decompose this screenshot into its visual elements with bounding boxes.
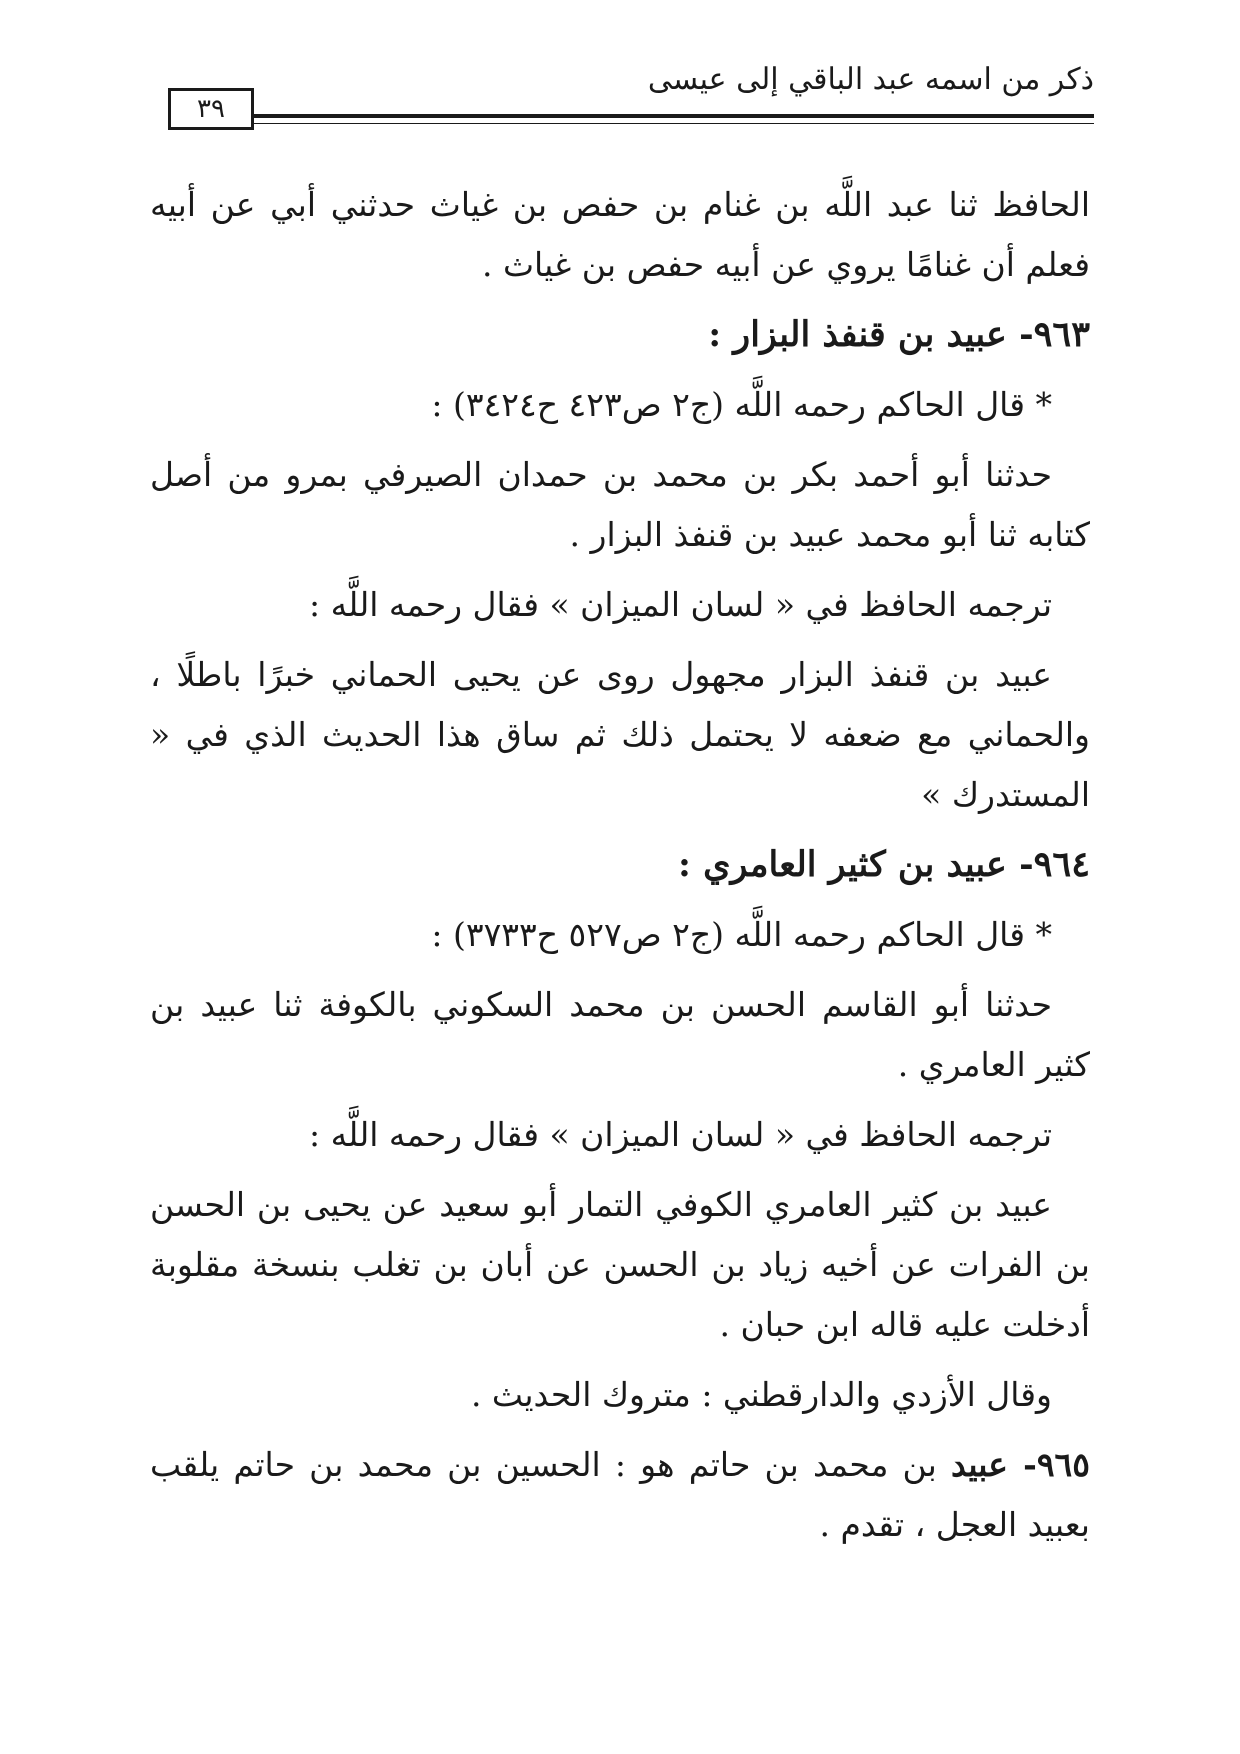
entry-964-citation: * قال الحاكم رحمه اللَّه (ج٢ ص٥٢٧ ح٣٧٣٣) : [431, 915, 1052, 954]
entry-963-tarjama-intro: ترجمه الحافظ في « لسان الميزان » فقال رحمه اللَّه : [308, 585, 1052, 624]
entry-964-tarjama-text: عبيد بن كثير العامري الكوفي التمار أبو سعيد عن يحيى بن الحسن بن الفرات عن أخيه زياد بن الحسن عن أبان بن تغلب بنسخة مقلوبة أدخلت عليه قاله ابن حبان . [150, 1185, 1090, 1344]
entry-963-heading: ٩٦٣- عبيد بن قنفذ البزار : [708, 314, 1090, 355]
page-body [150, 175, 1090, 1565]
header-rule-thin [254, 123, 1094, 124]
page-number: ٣٩ [168, 88, 254, 130]
entry-965-text: بن محمد بن حاتم هو : الحسين بن محمد بن حاتم يلقب بعبيد العجل ، تقدم . [150, 1445, 1090, 1544]
entry-964-isnad: حدثنا أبو القاسم الحسن بن محمد السكوني بالكوفة ثنا عبيد بن كثير العامري . [150, 985, 1090, 1084]
entry-963-isnad: حدثنا أبو أحمد بكر بن محمد بن حمدان الصيرفي بمرو من أصل كتابه ثنا أبو محمد عبيد بن قنفذ البزار . [150, 455, 1090, 554]
entry-965-heading: ٩٦٥- عبيد [951, 1445, 1090, 1484]
running-title: ذكر من اسمه عبد الباقي إلى عيسى [647, 62, 1094, 97]
continuation-paragraph: الحافظ ثنا عبد اللَّه بن غنام بن حفص بن غياث حدثني أبي عن أبيه فعلم أن غنامًا يروي عن أبيه حفص بن غياث . [150, 185, 1090, 284]
entry-963-tarjama-text: عبيد بن قنفذ البزار مجهول روى عن يحيى الحماني خبرًا باطلًا ، والحماني مع ضعفه لا يحتمل ذلك ثم ساق هذا الحديث الذي في « المستدرك » [150, 655, 1090, 814]
entry-965 [150, 1435, 1090, 1555]
page-header [168, 60, 1094, 148]
header-rule-thick [254, 114, 1094, 118]
entry-963-citation: * قال الحاكم رحمه اللَّه (ج٢ ص٤٢٣ ح٣٤٢٤) : [431, 385, 1052, 424]
entry-964-tarjama-intro: ترجمه الحافظ في « لسان الميزان » فقال رحمه اللَّه : [308, 1115, 1052, 1154]
entry-964-note: وقال الأزدي والدارقطني : متروك الحديث . [470, 1375, 1052, 1414]
entry-964-heading: ٩٦٤- عبيد بن كثير العامري : [677, 844, 1090, 885]
